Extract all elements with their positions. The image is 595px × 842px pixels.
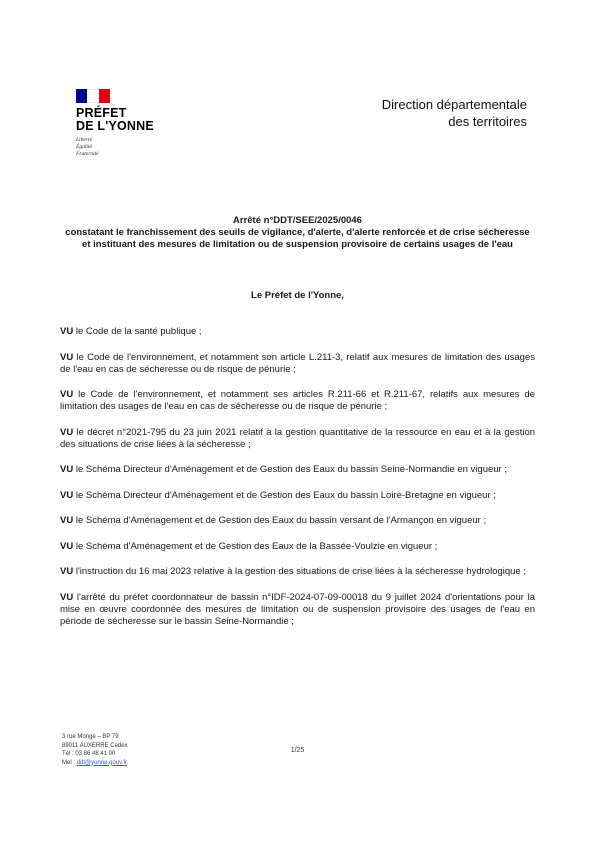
vu-item xyxy=(60,592,535,628)
address-line2: 89011 AUXERRE Cedex xyxy=(62,742,128,749)
vu-text: le Schéma d'Aménagement et de Gestion des Eaux du bassin versant de l'Armançon en vigueur ; xyxy=(75,515,487,526)
flag-red xyxy=(99,89,110,103)
vu-item xyxy=(60,352,535,376)
motto-fraternite: Fraternité xyxy=(76,151,99,157)
vu-text: le décret n°2021-795 du 23 juin 2021 relatif à la gestion quantitative de la ressource en eau et à la gestion des situations de crise liées à la sécheresse ; xyxy=(60,426,536,450)
republic-motto xyxy=(76,137,186,158)
vu-item xyxy=(60,464,535,476)
vu-item xyxy=(60,326,535,338)
vu-prefix: VU xyxy=(60,515,74,526)
vu-text: le Schéma d'Aménagement et de Gestion des Eaux de la Bassée-Voulzie en vigueur ; xyxy=(75,540,438,552)
vu-text: le Code de la santé publique ; xyxy=(75,326,202,337)
decree-heading xyxy=(60,215,535,251)
service-name xyxy=(382,96,527,130)
flag-blue xyxy=(76,89,87,103)
vu-prefix: VU xyxy=(60,326,74,337)
vu-text: le Code de l'environnement, et notamment son article L.211-3, relatif aux mesures de limitation des usages de l'eau en cas de sécheresse ou de risque de pénurie ; xyxy=(60,351,535,375)
vu-item xyxy=(60,541,535,553)
service-line2: des territoires xyxy=(448,114,527,129)
vu-prefix: VU xyxy=(60,540,74,552)
vu-prefix: VU xyxy=(60,426,74,438)
vu-item xyxy=(60,566,535,578)
vu-item xyxy=(60,389,535,413)
vu-list xyxy=(60,326,535,641)
marianne-logo xyxy=(76,89,186,158)
prefet-line: Le Préfet de l'Yonne, xyxy=(251,290,344,301)
vu-prefix: VU xyxy=(60,489,74,501)
vu-prefix: VU xyxy=(60,351,74,363)
flag-white xyxy=(87,89,98,103)
vu-item xyxy=(60,515,535,527)
vu-prefix: VU xyxy=(60,389,74,400)
phone: Tél : 03 86 48 41 00 xyxy=(62,751,116,757)
logo-name xyxy=(76,107,186,133)
logo-name-line2: DE L'YONNE xyxy=(76,119,154,133)
address-line1: 3 rue Monge – BP 79 xyxy=(62,734,119,740)
vu-item xyxy=(60,427,535,451)
vu-text: le Code de l'environnement, et notamment ses articles R.211-66 et R.211-67, relatifs aux mesures de limitation des usages de l'eau en cas de sécheresse ou de risque de pénurie ; xyxy=(60,389,535,412)
motto-liberte: Liberté xyxy=(76,137,92,143)
decree-number: Arrêté n°DDT/SEE/2025/0046 xyxy=(233,215,362,226)
vu-prefix: VU xyxy=(60,464,74,475)
mail-row xyxy=(62,759,128,768)
vu-text: le Schéma Directeur d'Aménagement et de Gestion des Eaux du bassin Seine-Normandie en vigueur ; xyxy=(75,464,507,475)
vu-text: l'instruction du 16 mai 2023 relative à la gestion des situations de crise liées à la sécheresse hydrologique ; xyxy=(75,566,526,577)
logo-name-line1: PRÉFET xyxy=(76,106,127,120)
vu-prefix: VU xyxy=(60,566,74,577)
service-line1: Direction départementale xyxy=(381,97,527,112)
vu-item xyxy=(60,490,535,502)
page-number: 1/25 xyxy=(290,747,305,754)
motto-egalite: Égalité xyxy=(76,144,92,150)
decree-title: constatant le franchissement des seuils de vigilance, d'alerte, d'alerte renforcée et de crise sécheresse et instituant des mesures de limitation ou de suspension provisoire de certains usages de l'eau xyxy=(65,227,530,250)
vu-text: l'arrêté du préfet coordonnateur de bassin n°IDF-2024-07-09-00018 du 9 juillet 2024 d'orientations pour la mise en œuvre coordonnée des mesures de limitation ou de suspension provisoire des usages de l'eau en période de sécheresse sur le bassin Seine-Normandie ; xyxy=(60,591,536,627)
tricolor-flag-icon xyxy=(76,89,110,103)
mail-link[interactable]: ddt@yonne.gouv.fr xyxy=(76,759,128,766)
vu-text: le Schéma Directeur d'Aménagement et de Gestion des Eaux du bassin Loire-Bretagne en vigueur ; xyxy=(75,489,496,501)
vu-prefix: VU xyxy=(60,591,74,603)
mail-label: Mel : xyxy=(62,759,76,766)
